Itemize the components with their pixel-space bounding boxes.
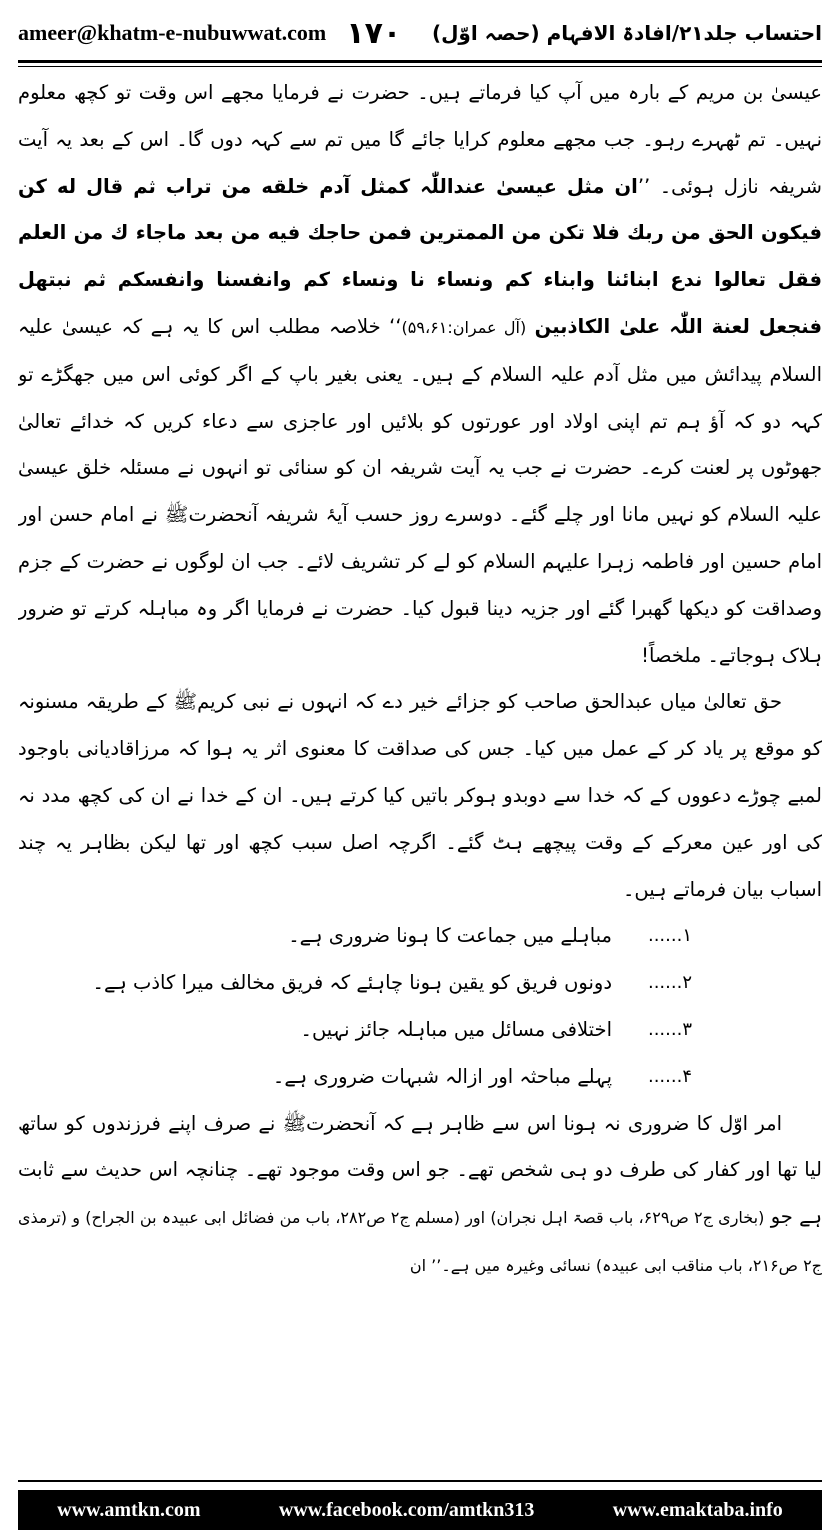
paragraph-1-summary: ‘‘ خلاصہ مطلب اس کا یہ ہے کہ عیسیٰ علیہ السلام پیدائش میں مثل آدم علیہ السلام کے ہیں۔ یعنی بغیر باپ کے اگر کوئی اس میں جھگڑے تو کہہ دو کہ آؤ ہم تم اپنی اولاد اور عورتوں کو بلائیں اور عاجزی سے دعاء کریں کہ خدائے تعالیٰ جھوٹوں پر لعنت کرے۔ حضرت نے جب یہ آیت شریفہ ان کو سنائی تو انہوں نے مسئلہ خلق عیسیٰ علیہ السلام کو نہیں مانا اور چلے گئے۔ دوسرے روز حسب آیۂ شریفہ آنحضرتﷺ نے امام حسن اور امام حسین اور فاطمہ زہرا علیہم السلام کو لے کر تشریف لائے۔ جب ان لوگوں نے حضرت کے جزم وصداقت کو دیکھا گھبرا گئے اور جزیہ دینا قبول کیا۔ حضرت نے فرمایا اگر وہ مباہلہ کرتے تو ضرور ہلاک ہوجاتے۔ ملخصاً!	[18, 314, 822, 667]
footer-link-emaktaba[interactable]: www.emaktaba.info	[612, 1498, 783, 1521]
footer-link-amtkn[interactable]: www.amtkn.com	[57, 1498, 201, 1521]
list-item	[18, 1007, 822, 1054]
hadith-references: (بخاری ج۲ ص۶۲۹، باب قصۃ اہل نجران) اور (مسلم ج۲ ص۲۸۲، باب من فضائل ابی عبیدہ بن الجراح) و (ترمذی ج۲ ص۲۱۶، باب مناقب ابی عبیدہ) نسائی وغیرہ میں ہے۔’’ ان	[18, 1208, 822, 1275]
list-item-text: اختلافی مسائل میں مباہلہ جائز نہیں۔	[300, 1017, 612, 1041]
paragraph-3	[18, 1101, 822, 1290]
header-email[interactable]: ameer@khatm-e-nubuwwat.com	[18, 20, 327, 45]
page-footer	[18, 1490, 822, 1530]
list-item-number: ۱......	[647, 925, 692, 947]
page-header	[18, 8, 822, 58]
footer-rule	[18, 1480, 822, 1482]
page-number: ١٧٠	[346, 15, 402, 51]
list-item-text: پہلے مباحثہ اور ازالہ شبہات ضروری ہے۔	[272, 1064, 612, 1088]
list-item-number: ۳......	[647, 1018, 692, 1040]
list-item	[18, 913, 822, 960]
list-item-number: ۲......	[647, 972, 692, 994]
verse-reference: (آل عمران:۵۹،۶۱)	[401, 317, 527, 337]
list-item-text: مباہلے میں جماعت کا ہونا ضروری ہے۔	[288, 924, 612, 948]
paragraph-1-text: عیسیٰ بن مریم کے بارہ میں آپ کیا فرماتے ہیں۔ حضرت نے فرمایا مجھے اس وقت تو کچھ معلوم نہیں۔ تم ٹھہرے رہو۔ جب مجھے معلوم کرایا جائے گا میں تم سے کہہ دوں گا۔ اس کے بعد یہ آیت شریفہ نازل ہوئی۔ ’’	[18, 81, 822, 198]
book-title: احتساب جلد۲۱/افادۃ الافہام (حصہ اوّل)	[431, 21, 822, 45]
list-item-number: ۴......	[647, 1065, 692, 1087]
quran-verse: ان مثل عیسیٰ عنداللّٰہ کمثل آدم خلقه من تراب ثم قال له کن فیکون الحق من ربك فلا تکن من الممترین فمن حاجك فیه من بعد ماجاء ك من العلم فقل تعالوا ندع ابنائنا وابناء کم ونساء نا ونساء کم وانفسنا وانفسکم ثم نبتهل فنجعل لعنة اللّٰہ علیٰ الکاذبین	[18, 174, 822, 338]
list-item	[18, 1054, 822, 1101]
paragraph-2: حق تعالیٰ میاں عبدالحق صاحب کو جزائے خیر دے کہ انہوں نے نبی کریمﷺ کے طریقہ مسنونہ کو موقع پر یاد کر کے عمل میں کیا۔ جس کی صداقت کا معنوی اثر یہ ہوا کہ مرزاقادیانی باوجود لمبے چوڑے دعووں کے کہ خدا سے دوبدو ہوکر باتیں کیا کرتے ہیں۔ ان کے خدا نے ان کی کچھ مدد نہ کی اور عین معرکے کے وقت پیچھے ہٹ گئے۔ اگرچہ اصل سبب کچھ اور تھا لیکن بظاہر یہ چند اسباب بیان فرماتے ہیں۔	[18, 690, 822, 901]
header-rule	[18, 60, 822, 67]
paragraph-3-text: امر اوّل کا ضروری نہ ہونا اس سے ظاہر ہے کہ آنحضرتﷺ نے صرف اپنے فرزندوں کو ساتھ لیا تھا اور کفار کی طرف دو ہی شخص تھے۔ جو اس وقت موجود تھے۔ چنانچہ اس حدیث سے ثابت ہے جو	[18, 1111, 822, 1229]
list-item	[18, 960, 822, 1007]
footer-link-facebook[interactable]: www.facebook.com/amtkn313	[278, 1498, 535, 1521]
reasons-list	[18, 913, 822, 1100]
paragraph-1	[18, 70, 822, 679]
list-item-text: دونوں فریق کو یقین ہونا چاہئے کہ فریق مخالف میرا کاذب ہے۔	[92, 971, 612, 995]
page-body	[18, 70, 822, 1455]
